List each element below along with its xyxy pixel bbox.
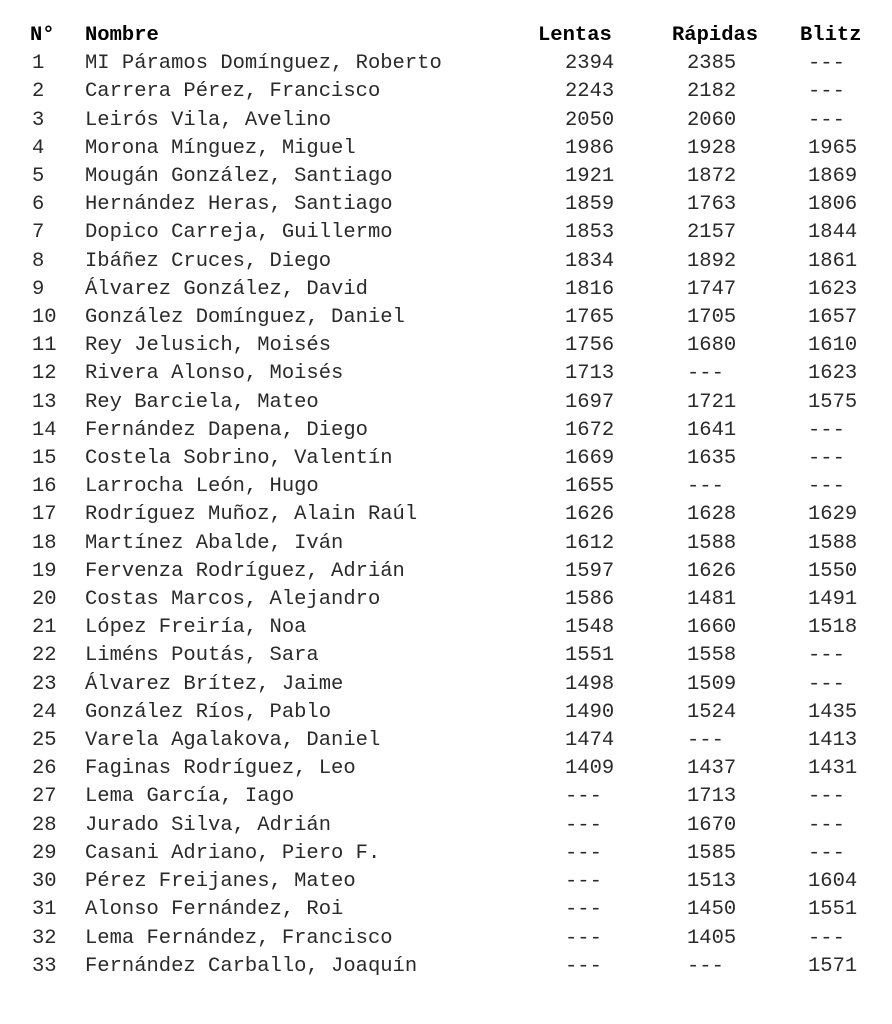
rating-blitz: 1575 — [808, 390, 858, 414]
row-number: 10 — [32, 306, 57, 330]
rating-blitz: 1431 — [808, 757, 858, 781]
rating-blitz: 1604 — [808, 870, 858, 894]
rating-rapidas: 1872 — [687, 165, 737, 189]
row-number: 18 — [32, 531, 57, 555]
table-row — [30, 727, 870, 755]
rating-lentas: 1551 — [565, 644, 615, 668]
rating-rapidas: 1626 — [687, 559, 737, 583]
row-number: 16 — [32, 475, 57, 499]
rating-lentas: 1986 — [565, 136, 615, 160]
rating-lentas: 1921 — [565, 165, 615, 189]
table-row — [30, 586, 870, 614]
player-name: Costas Marcos, Alejandro — [85, 588, 381, 612]
row-number: 11 — [32, 334, 57, 358]
rating-rapidas: 2385 — [687, 52, 737, 76]
rating-blitz: 1869 — [808, 165, 858, 189]
rating-rapidas: 1763 — [687, 193, 737, 217]
rating-blitz: --- — [808, 813, 845, 837]
rating-rapidas: 1437 — [687, 757, 737, 781]
rating-blitz: --- — [808, 785, 845, 809]
rating-rapidas: 1524 — [687, 700, 737, 724]
table-row — [30, 417, 870, 445]
row-number: 28 — [32, 813, 57, 837]
player-name: Faginas Rodríguez, Leo — [85, 757, 356, 781]
row-number: 21 — [32, 616, 57, 640]
table-row — [30, 78, 870, 106]
table-row — [30, 473, 870, 501]
rating-lentas: 1498 — [565, 672, 615, 696]
rating-lentas: 1655 — [565, 475, 615, 499]
row-number: 2 — [32, 80, 45, 104]
table-row — [30, 501, 870, 529]
player-name: Mougán González, Santiago — [85, 165, 393, 189]
rating-blitz: --- — [808, 644, 845, 668]
rating-lentas: 1834 — [565, 249, 615, 273]
table-row — [30, 332, 870, 360]
rating-rapidas: --- — [687, 729, 724, 753]
rating-blitz: --- — [808, 672, 845, 696]
row-number: 30 — [32, 870, 57, 894]
table-row — [30, 812, 870, 840]
rating-rapidas: 1405 — [687, 926, 737, 950]
rating-lentas: 1626 — [565, 503, 615, 527]
rating-rapidas: 1481 — [687, 588, 737, 612]
header-row — [30, 22, 870, 50]
table-row — [30, 276, 870, 304]
row-number: 9 — [32, 277, 45, 301]
rating-lentas: --- — [565, 785, 602, 809]
row-number: 19 — [32, 559, 57, 583]
rating-lentas: 1612 — [565, 531, 615, 555]
player-name: Hernández Heras, Santiago — [85, 193, 393, 217]
row-number: 27 — [32, 785, 57, 809]
rating-lentas: 1672 — [565, 418, 615, 442]
player-name: Dopico Carreja, Guillermo — [85, 221, 393, 245]
rating-lentas: 2050 — [565, 108, 615, 132]
player-name: Liméns Poutás, Sara — [85, 644, 319, 668]
player-name: Larrocha León, Hugo — [85, 475, 319, 499]
row-number: 13 — [32, 390, 57, 414]
row-number: 32 — [32, 926, 57, 950]
rating-rapidas: 1509 — [687, 672, 737, 696]
rating-blitz: 1435 — [808, 700, 858, 724]
rating-lentas: 2243 — [565, 80, 615, 104]
row-number: 4 — [32, 136, 45, 160]
row-number: 24 — [32, 700, 57, 724]
rating-lentas: --- — [565, 898, 602, 922]
rating-rapidas: 1680 — [687, 334, 737, 358]
table-row — [30, 163, 870, 191]
table-row — [30, 389, 870, 417]
table-row — [30, 445, 870, 473]
rating-rapidas: 1721 — [687, 390, 737, 414]
rating-blitz: 1518 — [808, 616, 858, 640]
table-row — [30, 840, 870, 868]
row-number: 6 — [32, 193, 45, 217]
table-row — [30, 191, 870, 219]
row-number: 23 — [32, 672, 57, 696]
rating-blitz: 1623 — [808, 362, 858, 386]
rating-blitz: 1571 — [808, 954, 858, 978]
rating-rapidas: 1747 — [687, 277, 737, 301]
player-name: Martínez Abalde, Iván — [85, 531, 344, 555]
rating-rapidas: 1892 — [687, 249, 737, 273]
rating-lentas: 1474 — [565, 729, 615, 753]
row-number: 7 — [32, 221, 45, 245]
rating-lentas: --- — [565, 870, 602, 894]
rating-blitz: --- — [808, 418, 845, 442]
player-name: Ibáñez Cruces, Diego — [85, 249, 332, 273]
table-row — [30, 868, 870, 896]
player-name: Varela Agalakova, Daniel — [85, 729, 381, 753]
header-lentas: Lentas — [538, 24, 612, 47]
ranking-table — [30, 22, 870, 981]
rating-lentas: --- — [565, 841, 602, 865]
row-number: 12 — [32, 362, 57, 386]
row-number: 3 — [32, 108, 45, 132]
rating-lentas: 2394 — [565, 52, 615, 76]
rating-rapidas: 1628 — [687, 503, 737, 527]
rating-lentas: 1409 — [565, 757, 615, 781]
rating-blitz: --- — [808, 52, 845, 76]
rating-lentas: 1756 — [565, 334, 615, 358]
rating-blitz: 1550 — [808, 559, 858, 583]
table-row — [30, 530, 870, 558]
rating-blitz: 1610 — [808, 334, 858, 358]
rating-lentas: --- — [565, 813, 602, 837]
table-row — [30, 135, 870, 163]
row-number: 20 — [32, 588, 57, 612]
rating-blitz: 1965 — [808, 136, 858, 160]
player-name: MI Páramos Domínguez, Roberto — [85, 52, 442, 76]
player-name: Álvarez González, David — [85, 277, 368, 301]
header-blitz: Blitz — [800, 24, 862, 47]
player-name: Lema García, Iago — [85, 785, 295, 809]
rating-rapidas: 1928 — [687, 136, 737, 160]
rating-blitz: --- — [808, 926, 845, 950]
table-row — [30, 107, 870, 135]
rating-rapidas: --- — [687, 954, 724, 978]
rating-lentas: 1548 — [565, 616, 615, 640]
player-name: Alonso Fernández, Roi — [85, 898, 344, 922]
rating-lentas: 1859 — [565, 193, 615, 217]
table-row — [30, 755, 870, 783]
table-row — [30, 614, 870, 642]
rating-blitz: 1806 — [808, 193, 858, 217]
row-number: 17 — [32, 503, 57, 527]
rating-lentas: --- — [565, 954, 602, 978]
rating-rapidas: 1588 — [687, 531, 737, 555]
header-rapidas: Rápidas — [672, 24, 759, 47]
table-row — [30, 699, 870, 727]
table-header — [30, 22, 870, 50]
rating-lentas: 1713 — [565, 362, 615, 386]
player-name: Casani Adriano, Piero F. — [85, 841, 381, 865]
player-name: Fernández Carballo, Joaquín — [85, 954, 418, 978]
rating-lentas: 1697 — [565, 390, 615, 414]
rating-rapidas: 2157 — [687, 221, 737, 245]
rating-blitz: 1844 — [808, 221, 858, 245]
rating-rapidas: 1660 — [687, 616, 737, 640]
rating-blitz: 1413 — [808, 729, 858, 753]
rating-blitz: --- — [808, 475, 845, 499]
rating-lentas: 1765 — [565, 306, 615, 330]
row-number: 29 — [32, 841, 57, 865]
player-name: Rey Barciela, Mateo — [85, 390, 319, 414]
row-number: 1 — [32, 52, 45, 76]
rating-rapidas: 1641 — [687, 418, 737, 442]
rating-blitz: 1491 — [808, 588, 858, 612]
row-number: 31 — [32, 898, 57, 922]
row-number: 33 — [32, 954, 57, 978]
row-number: 15 — [32, 447, 57, 471]
rating-blitz: 1588 — [808, 531, 858, 555]
player-name: Rivera Alonso, Moisés — [85, 362, 344, 386]
table-row — [30, 642, 870, 670]
rating-blitz: 1623 — [808, 277, 858, 301]
player-name: López Freiría, Noa — [85, 616, 307, 640]
row-number: 26 — [32, 757, 57, 781]
rating-blitz: --- — [808, 841, 845, 865]
rating-blitz: 1629 — [808, 503, 858, 527]
player-name: Jurado Silva, Adrián — [85, 813, 332, 837]
rating-blitz: 1657 — [808, 306, 858, 330]
rating-lentas: 1816 — [565, 277, 615, 301]
table-row — [30, 783, 870, 811]
player-name: Costela Sobrino, Valentín — [85, 447, 393, 471]
player-name: Morona Mínguez, Miguel — [85, 136, 356, 160]
player-name: González Ríos, Pablo — [85, 700, 332, 724]
rating-blitz: --- — [808, 80, 845, 104]
player-name: Fernández Dapena, Diego — [85, 418, 368, 442]
rating-rapidas: 1713 — [687, 785, 737, 809]
rating-rapidas: --- — [687, 475, 724, 499]
rating-blitz: --- — [808, 447, 845, 471]
ranking-document — [30, 22, 870, 981]
player-name: González Domínguez, Daniel — [85, 306, 405, 330]
row-number: 25 — [32, 729, 57, 753]
player-name: Lema Fernández, Francisco — [85, 926, 393, 950]
player-name: Leirós Vila, Avelino — [85, 108, 332, 132]
player-name: Rodríguez Muñoz, Alain Raúl — [85, 503, 418, 527]
table-row — [30, 925, 870, 953]
table-row — [30, 248, 870, 276]
rating-blitz: 1551 — [808, 898, 858, 922]
rating-rapidas: --- — [687, 362, 724, 386]
rating-blitz: --- — [808, 108, 845, 132]
rating-rapidas: 1635 — [687, 447, 737, 471]
player-name: Carrera Pérez, Francisco — [85, 80, 381, 104]
rating-lentas: 1669 — [565, 447, 615, 471]
player-name: Rey Jelusich, Moisés — [85, 334, 332, 358]
rating-lentas: --- — [565, 926, 602, 950]
table-row — [30, 896, 870, 924]
rating-rapidas: 1513 — [687, 870, 737, 894]
row-number: 8 — [32, 249, 45, 273]
header-name: Nombre — [85, 24, 159, 47]
rating-rapidas: 2182 — [687, 80, 737, 104]
header-number: N° — [30, 24, 55, 47]
table-row — [30, 304, 870, 332]
rating-blitz: 1861 — [808, 249, 858, 273]
table-row — [30, 558, 870, 586]
rating-rapidas: 2060 — [687, 108, 737, 132]
rating-rapidas: 1705 — [687, 306, 737, 330]
rating-rapidas: 1450 — [687, 898, 737, 922]
player-name: Álvarez Brítez, Jaime — [85, 672, 344, 696]
table-body — [30, 50, 870, 981]
player-name: Pérez Freijanes, Mateo — [85, 870, 356, 894]
rating-lentas: 1490 — [565, 700, 615, 724]
table-row — [30, 50, 870, 78]
table-row — [30, 953, 870, 981]
table-row — [30, 219, 870, 247]
player-name: Fervenza Rodríguez, Adrián — [85, 559, 405, 583]
table-row — [30, 671, 870, 699]
rating-lentas: 1853 — [565, 221, 615, 245]
rating-lentas: 1597 — [565, 559, 615, 583]
rating-rapidas: 1558 — [687, 644, 737, 668]
row-number: 5 — [32, 165, 45, 189]
rating-rapidas: 1670 — [687, 813, 737, 837]
table-row — [30, 360, 870, 388]
rating-rapidas: 1585 — [687, 841, 737, 865]
row-number: 14 — [32, 418, 57, 442]
row-number: 22 — [32, 644, 57, 668]
rating-lentas: 1586 — [565, 588, 615, 612]
